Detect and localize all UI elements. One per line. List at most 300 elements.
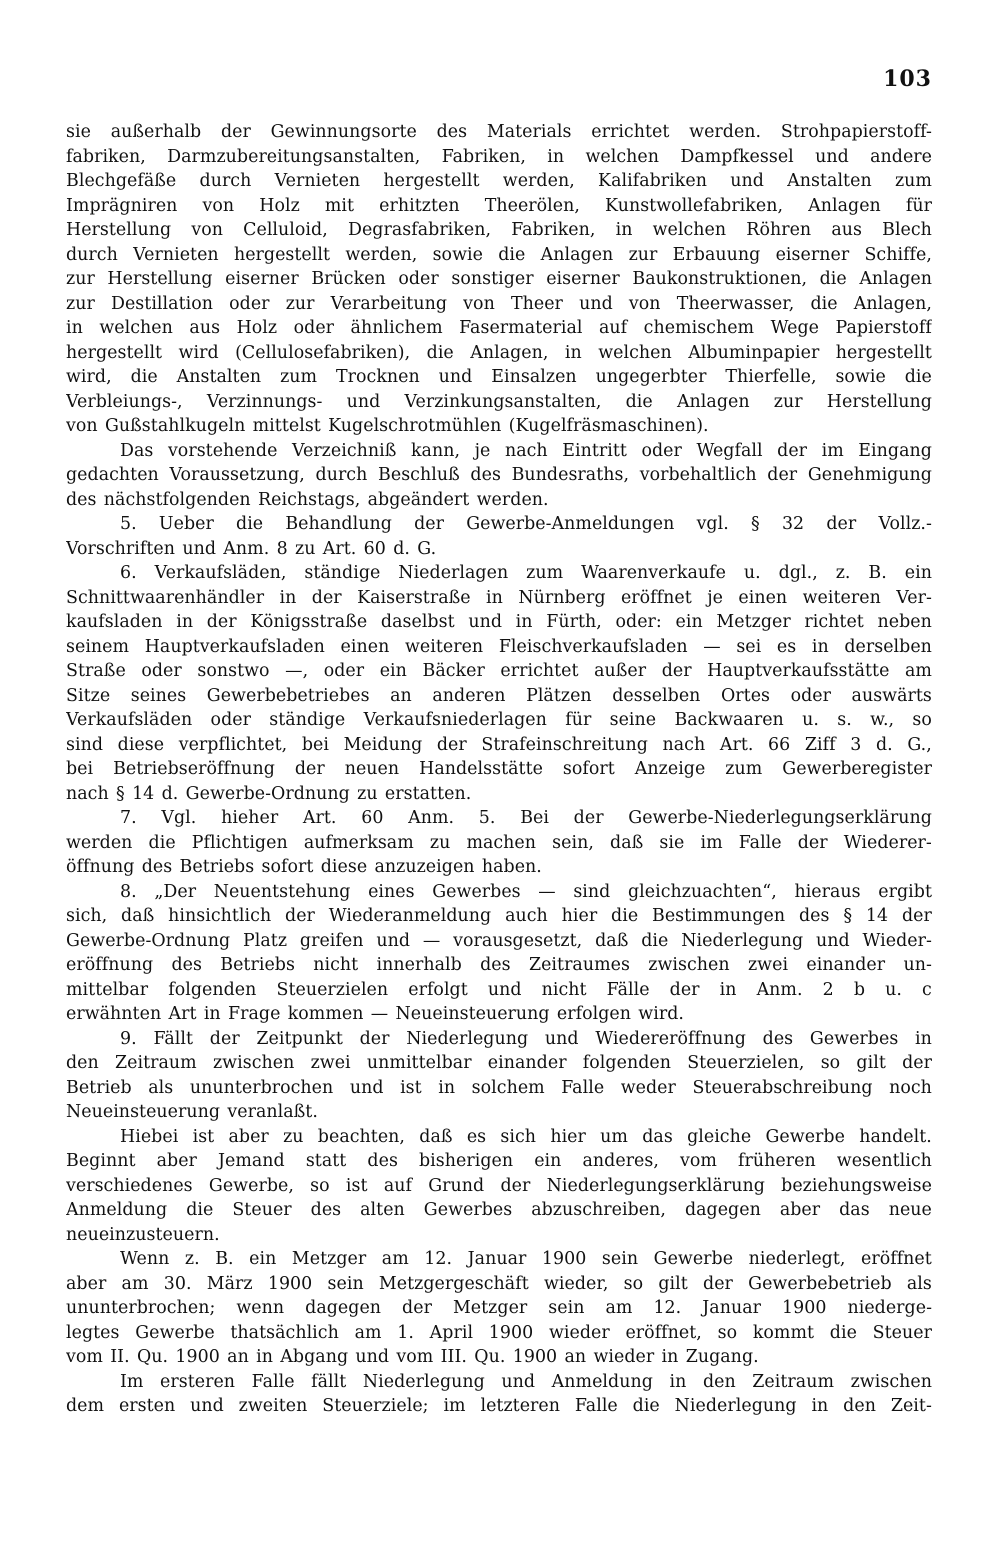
word: nicht	[541, 979, 587, 1000]
word: Gußstahlkugeln	[104, 416, 246, 436]
word: abgeändert	[367, 489, 470, 510]
word: zwischen	[212, 1053, 295, 1073]
text-line	[66, 414, 932, 439]
word: Anlagen	[859, 269, 932, 289]
word: hinsichtlich	[168, 906, 272, 926]
word: gilt	[856, 1053, 886, 1073]
word: Betrieb	[66, 1077, 132, 1098]
text-line	[66, 929, 932, 954]
word: kommen	[287, 1004, 364, 1024]
word: die	[426, 342, 454, 363]
word: Platz	[243, 930, 288, 951]
word: in	[719, 979, 737, 1000]
word: sofort	[562, 759, 615, 779]
word: früheren	[738, 1151, 816, 1171]
word: Bundesraths,	[511, 465, 630, 485]
word: weiteren	[404, 636, 484, 657]
word: werden,	[345, 244, 418, 265]
text-line	[66, 561, 932, 586]
text-line	[66, 365, 932, 390]
word: dagegen	[684, 1200, 761, 1220]
word: der	[311, 587, 342, 608]
word: Fabriken,	[511, 220, 596, 240]
word: des	[66, 489, 97, 510]
word: erhitzten	[379, 195, 460, 216]
text-line	[66, 1247, 932, 1272]
word: Anlagen	[808, 195, 881, 216]
text-line	[66, 1370, 932, 1395]
word: Wieder-	[862, 930, 932, 951]
word: für	[565, 710, 592, 730]
word: Verkaufsläden,	[154, 563, 287, 583]
word: 3	[850, 734, 862, 755]
word: der	[661, 661, 692, 681]
word: Jemand	[217, 1151, 285, 1171]
word: Ziff	[804, 734, 836, 755]
word: oder	[323, 661, 365, 681]
word: Verkaufsläden	[66, 710, 193, 730]
word: und	[355, 1347, 390, 1367]
word: Ver-	[896, 587, 932, 608]
word: auf	[599, 318, 628, 338]
word: von	[628, 293, 661, 314]
word: erfolgt	[408, 979, 468, 1000]
word: des	[436, 122, 468, 142]
word: s.	[837, 710, 852, 730]
word: ein	[675, 612, 703, 632]
word: des	[310, 1200, 342, 1220]
word: 9.	[120, 1028, 137, 1049]
word: zwischen	[850, 1371, 932, 1392]
word: sein	[327, 1273, 364, 1294]
word: von	[66, 416, 98, 436]
word: derselben	[844, 636, 932, 657]
word: Art.	[322, 538, 357, 559]
word: Anm.	[756, 979, 803, 1000]
text-line	[66, 806, 932, 831]
word: als	[906, 1273, 932, 1294]
word: 1900	[175, 1347, 220, 1367]
word: die	[148, 832, 176, 853]
word: die	[186, 1200, 214, 1220]
word: Verzeichniß	[291, 440, 397, 461]
word: kommt	[752, 1322, 815, 1343]
word: Strafeinschreitung	[481, 734, 648, 755]
word: hergestellt	[233, 244, 331, 265]
word: Fälle	[606, 979, 650, 1000]
word: oder	[790, 685, 831, 706]
word: Grund	[428, 1175, 485, 1196]
word: Anlagen,	[470, 342, 549, 363]
text-line	[66, 1223, 932, 1248]
word: am	[121, 1273, 149, 1294]
word: Zeitpunkt	[256, 1028, 343, 1049]
word: beziehungsweise	[781, 1175, 932, 1196]
word: so	[717, 1322, 738, 1343]
word: mittelst	[252, 416, 321, 436]
word: in	[176, 612, 194, 632]
word: (Cellulosefabriken),	[235, 342, 411, 363]
word: aufmerksam	[303, 832, 414, 853]
word: greifen	[299, 930, 364, 951]
word: Steuerzielen	[276, 979, 389, 1000]
word: Zeit-	[890, 1396, 932, 1416]
word: in	[615, 220, 633, 240]
text-line	[66, 904, 932, 929]
text-line	[66, 1051, 932, 1076]
word: in	[279, 587, 297, 608]
word: eröffnet	[620, 587, 692, 608]
word: Betriebs	[220, 955, 295, 975]
word: der	[209, 1028, 240, 1049]
word: Neueinsteuerung	[395, 1004, 550, 1024]
word: zur	[628, 244, 658, 265]
word: Betriebseröffnung	[113, 759, 275, 779]
word: sie	[66, 122, 91, 142]
word: der	[901, 906, 932, 926]
word: der	[414, 514, 444, 534]
text-line	[66, 659, 932, 684]
word: aber	[779, 1200, 821, 1220]
text-line	[66, 1296, 932, 1321]
word: ersteren	[160, 1371, 236, 1392]
word: neuen	[344, 759, 400, 779]
word: richtet	[804, 612, 864, 632]
word: neue	[888, 1200, 932, 1220]
word: des	[480, 955, 511, 975]
word: am	[381, 1249, 409, 1269]
word: Steuerzielen,	[687, 1053, 805, 1073]
word: Schiffe,	[864, 244, 932, 265]
word: innerhalb	[376, 955, 462, 975]
word: letzteren	[480, 1396, 560, 1416]
word: sofort	[261, 857, 314, 877]
word: oder:	[615, 612, 662, 632]
word: G.	[417, 538, 437, 559]
word: Zeitraum	[115, 1053, 197, 1073]
word: 1900	[541, 1249, 587, 1269]
word: 8.	[120, 881, 137, 902]
word: der	[402, 1298, 432, 1318]
word: Beginnt	[66, 1151, 136, 1171]
word: in	[811, 636, 829, 657]
word: an	[564, 1347, 587, 1367]
word: und	[815, 146, 849, 167]
word: des	[762, 1028, 794, 1049]
text-line	[66, 316, 932, 341]
word: Niederlegung	[681, 930, 804, 951]
text-line	[66, 463, 932, 488]
word: zum	[894, 171, 932, 191]
word: sowie	[835, 367, 886, 387]
word: Niederlegung	[674, 1396, 797, 1416]
word: wird,	[66, 367, 112, 387]
word: am	[904, 661, 932, 681]
word: niederlegt,	[748, 1249, 846, 1269]
word: Ueber	[158, 514, 214, 534]
word: ein	[379, 661, 407, 681]
word: hergestellt	[383, 171, 480, 191]
word: u.	[885, 979, 902, 1000]
word: gilt	[658, 1273, 688, 1294]
word: Frage	[227, 1004, 281, 1024]
word: dem	[66, 1396, 105, 1416]
text-line	[66, 145, 932, 170]
word: die	[641, 930, 669, 951]
word: um	[600, 1126, 628, 1147]
word: in	[256, 1347, 273, 1367]
word: kann,	[410, 440, 461, 461]
word: und	[376, 930, 411, 951]
word: den	[66, 1053, 99, 1073]
word: diese	[117, 734, 165, 755]
text-line	[66, 243, 932, 268]
word: c	[922, 979, 932, 1000]
word: 66	[768, 734, 791, 755]
word: zum	[725, 759, 763, 779]
word: Verarbeitung	[330, 293, 448, 314]
word: der	[359, 1028, 390, 1049]
word: der	[767, 465, 798, 485]
word: außer	[594, 661, 647, 681]
word: Gewerberegister	[782, 759, 932, 779]
word: zur	[285, 293, 315, 314]
word: vorstehende	[167, 440, 278, 461]
word: kaufsladen	[66, 612, 163, 632]
word: aber	[156, 1151, 197, 1171]
word: Bäcker	[422, 661, 485, 681]
word: zwei	[747, 955, 789, 975]
word: und	[730, 171, 764, 191]
body-text	[66, 120, 932, 1419]
text-line	[66, 684, 932, 709]
word: Backwaaren	[674, 710, 784, 730]
word: oder	[641, 440, 682, 461]
word: Anlagen,	[853, 293, 932, 314]
text-line	[66, 537, 932, 562]
word: errichtet	[591, 122, 670, 142]
word: erstatten.	[384, 783, 472, 804]
word: in	[661, 1347, 679, 1367]
word: Theer	[510, 293, 563, 314]
word: —	[703, 636, 721, 657]
word: neueinzusteuern.	[66, 1224, 220, 1245]
word: und	[349, 1077, 384, 1098]
word: ist	[400, 1077, 422, 1098]
word: einen	[738, 587, 788, 608]
word: sie	[659, 832, 685, 853]
word: Röhren	[746, 220, 812, 240]
word: durch	[66, 244, 118, 265]
word: Neuentstehung	[213, 881, 351, 902]
word: in	[486, 587, 503, 608]
word: der	[285, 906, 315, 926]
word: Vernieten	[274, 171, 361, 191]
word: Dampfkessel	[680, 146, 794, 167]
word: ständige	[304, 563, 381, 583]
word: Erbauung	[672, 244, 761, 265]
word: Falle	[561, 1077, 605, 1098]
word: auf	[383, 1175, 412, 1196]
word: je	[707, 587, 723, 608]
word: Niederlegung	[406, 1028, 529, 1049]
word: Wiederanmeldung	[328, 906, 492, 926]
word: Blech	[882, 220, 932, 240]
word: von	[191, 220, 223, 240]
word: nach	[66, 783, 109, 804]
word: in	[564, 342, 582, 363]
word: niederge-	[847, 1298, 932, 1318]
word: am	[354, 1322, 382, 1343]
word: es	[466, 1126, 487, 1147]
word: 32	[781, 514, 805, 534]
word: Holz	[236, 318, 278, 338]
word: mittelbar	[66, 979, 149, 1000]
word: der	[220, 122, 251, 142]
word: 5.	[478, 808, 496, 828]
word: der	[573, 808, 604, 828]
word: und	[816, 930, 850, 951]
word: daß	[121, 906, 155, 926]
word: erfolgen	[556, 1004, 631, 1024]
word: einander	[806, 955, 886, 975]
word: Gewinnungsorte	[270, 122, 417, 142]
word: Anmeldung	[551, 1371, 653, 1392]
word: wird	[178, 342, 219, 363]
word: verpflichtet,	[178, 734, 288, 755]
text-line	[66, 1125, 932, 1150]
word: sein,	[552, 832, 594, 853]
word: Verzinkungsanstalten,	[404, 391, 602, 412]
word: der	[669, 979, 700, 1000]
word: Gewerbe-Ordnung	[185, 783, 350, 804]
word: ist	[345, 1175, 368, 1196]
word: Steuer	[872, 1322, 932, 1343]
word: welchen	[598, 342, 672, 363]
text-line	[66, 1394, 932, 1419]
word: eiserner	[546, 269, 620, 289]
word: unmittelbar	[366, 1053, 472, 1073]
word: werden	[66, 832, 133, 853]
text-line	[66, 831, 932, 856]
word: eiserner	[225, 269, 299, 289]
word: Herstellung	[107, 269, 213, 289]
word: Strohpapierstoff-	[780, 122, 932, 142]
word: Qu.	[136, 1347, 169, 1367]
word: werden.	[689, 122, 762, 142]
word: einander	[487, 1053, 567, 1073]
text-line	[66, 1345, 932, 1370]
word: Gewerbebetriebes	[206, 685, 370, 706]
word: Das	[120, 440, 154, 461]
word: zur	[66, 293, 95, 314]
word: Brücken	[311, 269, 386, 289]
text-line	[66, 292, 932, 317]
word: d.	[393, 538, 410, 559]
word: III.	[440, 1347, 467, 1367]
word: hier	[550, 1126, 586, 1147]
word: aus	[831, 220, 862, 240]
word: sonstiger	[451, 269, 534, 289]
word: zur	[66, 269, 95, 289]
word: oder	[229, 293, 270, 314]
word: Kunstwollefabriken,	[605, 195, 784, 216]
text-line	[66, 1100, 932, 1125]
word: 1900	[488, 1322, 534, 1343]
word: zwei	[310, 1053, 351, 1073]
word: die	[632, 1396, 660, 1416]
word: 60	[363, 538, 386, 559]
word: oder	[141, 661, 182, 681]
word: das	[839, 1200, 870, 1220]
word: Falle	[574, 1396, 618, 1416]
word: Fleischverkaufsladen	[498, 636, 688, 657]
word: der	[902, 1053, 932, 1073]
word: Papierstoff	[835, 318, 932, 338]
word: Art.	[719, 734, 754, 755]
text-line	[66, 978, 932, 1003]
word: für	[905, 195, 932, 216]
text-line	[66, 1076, 932, 1101]
word: Zeitraum	[752, 1371, 834, 1392]
word: und	[468, 612, 502, 632]
word: Voraussetzung,	[169, 465, 305, 485]
text-line	[66, 855, 932, 880]
text-line	[66, 586, 932, 611]
word: daß	[595, 930, 629, 951]
word: erwähnten	[66, 1004, 162, 1024]
word: ergibt	[878, 881, 932, 902]
word: dgl.,	[778, 563, 818, 583]
word: Herstellung	[826, 391, 932, 412]
word: so	[310, 1175, 330, 1196]
word: 60	[361, 808, 384, 828]
word: solchem	[471, 1077, 545, 1098]
word: 14	[132, 783, 155, 804]
word: Qu.	[474, 1347, 506, 1367]
word: gleichzuachten“,	[627, 881, 777, 902]
word: Nürnberg	[518, 587, 606, 608]
word: durch	[199, 171, 252, 191]
word: ein	[534, 1151, 562, 1171]
word: Vorschriften	[66, 538, 176, 559]
word: so	[912, 710, 932, 730]
word: Fabriken,	[441, 146, 526, 167]
word: Metzger	[291, 1249, 367, 1269]
word: eröffnung	[66, 955, 154, 975]
word: Gewerbe	[653, 1249, 734, 1269]
word: welchen	[585, 146, 660, 167]
word: desselben	[612, 685, 701, 706]
text-line	[66, 341, 932, 366]
word: anderen	[432, 685, 506, 706]
word: des	[798, 906, 830, 926]
word: hieraus	[794, 881, 861, 902]
word: wesentlich	[836, 1151, 932, 1171]
word: Steuerziele;	[322, 1396, 429, 1416]
word: Gewerbe-Ordnung	[66, 930, 231, 951]
word: veranlaßt.	[227, 1102, 318, 1122]
word: thatsächlich	[230, 1322, 339, 1343]
word: Gewerbes	[432, 881, 521, 902]
word: welchen	[99, 318, 173, 338]
page-number: 103	[883, 66, 932, 92]
word: ständige	[269, 710, 346, 730]
word: des	[470, 465, 501, 485]
word: u.	[743, 563, 761, 583]
word: den	[843, 1396, 876, 1416]
word: vom	[66, 1347, 103, 1367]
